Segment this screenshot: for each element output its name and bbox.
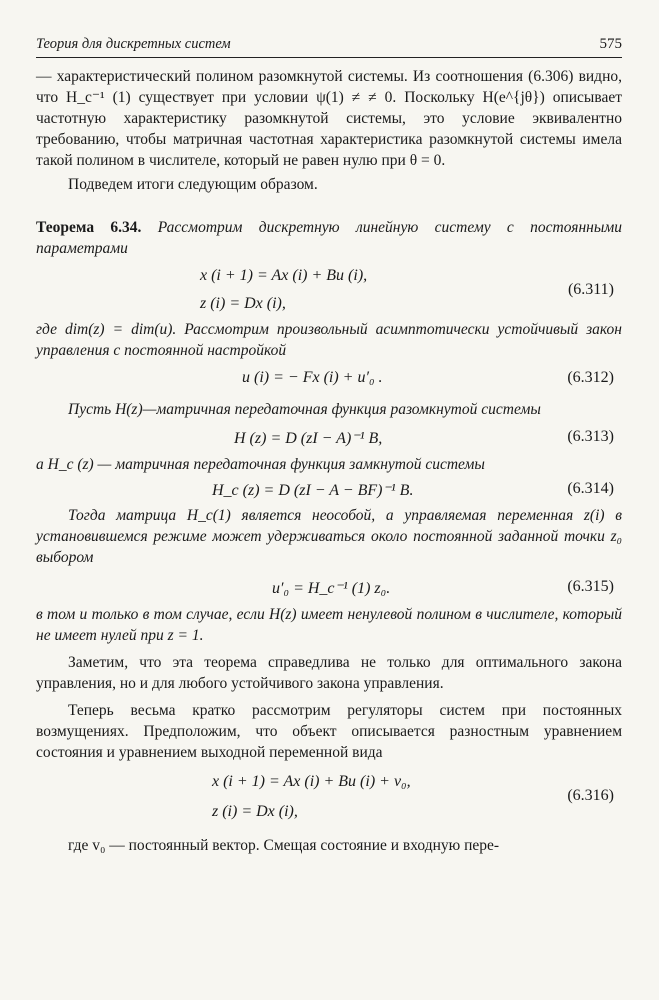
paragraph-remark: Заметим, что эта теорема справедлива не только для оптимального закона управления, но и для любого устойчивого закона управления. xyxy=(36,654,622,692)
equation-6-312 xyxy=(36,361,622,395)
book-page xyxy=(36,36,622,856)
theorem-text-conclusion: в том и только в том случае, если H(z) имеет ненулевой полином в числителе, который не имеет нулей при z = 1. xyxy=(36,606,622,644)
paragraph-constant-vector: где v₀ — постоянный вектор. Смещая состояние и входную пере- xyxy=(68,837,500,854)
theorem-label: Теорема 6.34. xyxy=(36,219,142,236)
theorem-text-closed-loop: а H_c (z) — матричная передаточная функция замкнутой системы xyxy=(36,456,485,473)
theorem-text-open-loop: Пусть H(z)—матричная передаточная функция разомкнутой системы xyxy=(68,401,541,418)
paragraph-summary-intro: Подведем итоги следующим образом. xyxy=(68,176,318,193)
equation-disturbed-output: z (i) = Dx (i), xyxy=(212,803,298,820)
equation-6-316 xyxy=(36,763,622,829)
equation-setpoint: u′₀ = H_c⁻¹ (1) z₀. xyxy=(272,580,391,597)
theorem-intro-text: Рассмотрим дискретную линейную систему с постоянными параметрами xyxy=(36,219,623,257)
equation-6-314 xyxy=(36,475,622,505)
equation-closed-loop-tf: H_c (z) = D (zI − A − BF)⁻¹ B. xyxy=(212,482,414,499)
theorem-text-dim: где dim(z) = dim(u). Рассмотрим произвольный асимптотически устойчивый закон управления с постоянной настройкой xyxy=(36,321,622,359)
equation-6-311 xyxy=(36,259,622,319)
paragraph-char-polynomial: — характеристический полином разомкнутой системы. Из соотношения (6.306) видно, что H_c⁻¹ (1) существует при условии ψ(1) ≠ ≠ 0. Поскольку H(e^{jθ}) описывает частотную характеристику разомкнутой системы, это условие эквивалентно требованию, чтобы матричная частотная характеристика разомкнутой системы имела такой полином в числителе, который не равен нулю при θ = 0. xyxy=(36,68,622,169)
equation-number: (6.314) xyxy=(567,480,614,497)
equation-number: (6.312) xyxy=(567,369,614,386)
paragraph-disturbances: Теперь весьма кратко рассмотрим регуляторы систем при постоянных возмущениях. Предположим, что объект описывается разностным уравнением состояния и уравнением выходной переменной вида xyxy=(36,702,622,761)
equation-output: z (i) = Dx (i), xyxy=(200,295,286,312)
running-header xyxy=(36,36,622,58)
equation-number: (6.316) xyxy=(567,787,614,804)
equation-disturbed-state: x (i + 1) = Ax (i) + Bu (i) + v₀, xyxy=(212,773,411,790)
theorem-intro xyxy=(36,217,622,259)
equation-state: x (i + 1) = Ax (i) + Bu (i), xyxy=(200,267,368,284)
page-number: 575 xyxy=(599,36,622,52)
equation-open-loop-tf: H (z) = D (zI − A)⁻¹ B, xyxy=(234,430,383,447)
equation-control-law: u (i) = − Fx (i) + u′₀ . xyxy=(242,369,383,386)
equation-number: (6.313) xyxy=(567,428,614,445)
equation-number: (6.315) xyxy=(567,578,614,595)
equation-6-313 xyxy=(36,420,622,454)
equation-number: (6.311) xyxy=(567,281,614,298)
theorem-text-nonsingular: Тогда матрица H_c(1) является неособой, а управляемая переменная z(i) в установившемся режиме может удерживаться около постоянной заданной точки z₀ выбором xyxy=(36,507,622,566)
equation-6-315 xyxy=(36,568,622,604)
running-title: Теория для дискретных систем xyxy=(36,36,231,52)
